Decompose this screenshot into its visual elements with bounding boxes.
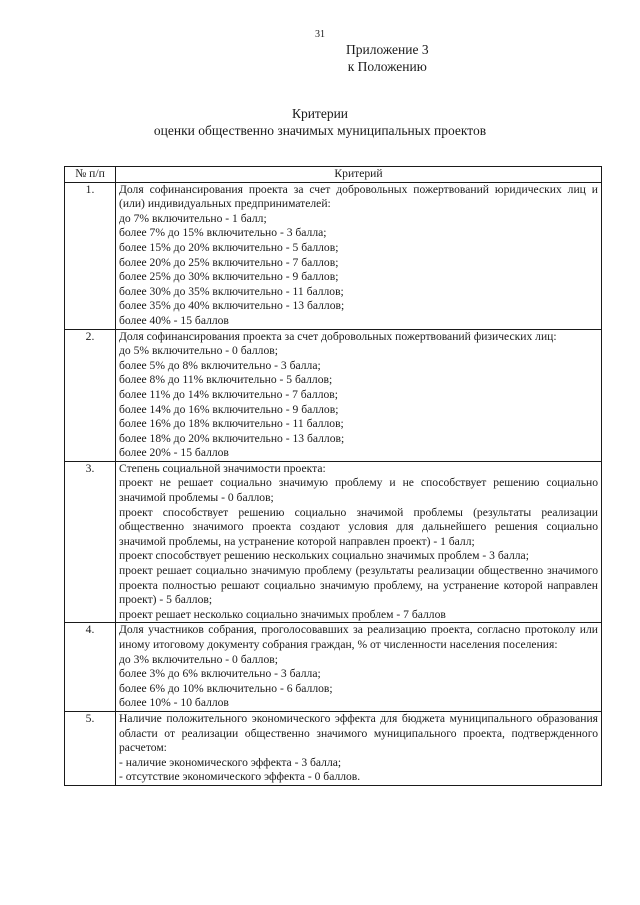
- page-number: 31: [315, 29, 325, 40]
- criterion-item: более 30% до 35% включительно - 11 баллов;: [119, 284, 344, 298]
- criterion-item: более 6% до 10% включительно - 6 баллов;: [119, 681, 333, 695]
- criterion-lead: Степень социальной значимости проекта:: [119, 461, 326, 475]
- criterion-item: более 3% до 6% включительно - 3 балла;: [119, 667, 321, 681]
- row-number: 2.: [65, 329, 116, 461]
- criterion-item: более 18% до 20% включительно - 13 баллов;: [119, 431, 345, 445]
- criterion-lead: Доля участников собрания, проголосовавших за реализацию проекта, согласно протоколу или иному итоговому документу собрания граждан, % от численности населения поселения:: [119, 623, 598, 651]
- table-row: [65, 711, 602, 785]
- appendix-reference: [346, 41, 429, 75]
- header-number: № п/п: [65, 167, 116, 183]
- criterion-cell: [116, 329, 602, 461]
- table-header-row: [65, 167, 602, 183]
- row-number: 1.: [65, 182, 116, 329]
- title-line-1: Критерии: [291, 106, 349, 121]
- criterion-cell: [116, 623, 602, 712]
- criterion-lead: Доля софинансирования проекта за счет добровольных пожертвований юридических лиц и (или) индивидуальных предпринимателей:: [119, 182, 598, 211]
- appendix-line-1: Приложение 3: [346, 42, 429, 57]
- criterion-item: более 11% до 14% включительно - 7 баллов;: [119, 387, 338, 401]
- criterion-item: более 16% до 18% включительно - 11 баллов;: [119, 417, 344, 431]
- criterion-item: - отсутствие экономического эффекта - 0 баллов.: [119, 770, 361, 784]
- criterion-item: до 3% включительно - 0 баллов;: [119, 652, 278, 666]
- appendix-line-2: к Положению: [347, 59, 427, 74]
- row-number: 3.: [65, 461, 116, 623]
- criterion-item: более 15% до 20% включительно - 5 баллов;: [119, 240, 339, 254]
- row-number: 4.: [65, 623, 116, 712]
- table-row: [65, 329, 602, 461]
- criterion-lead: Доля софинансирования проекта за счет добровольных пожертвований физических лиц:: [119, 329, 557, 343]
- criterion-item: более 14% до 16% включительно - 9 баллов;: [119, 402, 339, 416]
- criterion-item: проект не решает социально значимую проблему и не способствует решению социально значимой проблемы - 0 баллов;: [119, 476, 598, 505]
- table-row: [65, 623, 602, 712]
- criteria-table: [64, 166, 602, 786]
- criterion-item: более 20% до 25% включительно - 7 баллов;: [119, 255, 339, 269]
- criterion-item: более 20% - 15 баллов: [119, 446, 229, 460]
- criterion-item: проект решает несколько социально значимых проблем - 7 баллов: [119, 607, 446, 621]
- criterion-item: до 5% включительно - 0 баллов;: [119, 344, 278, 358]
- criterion-cell: [116, 711, 602, 785]
- title-line-2: оценки общественно значимых муниципальных проектов: [153, 123, 487, 138]
- criterion-item: проект способствует решению нескольких социально значимых проблем - 3 балла;: [119, 549, 529, 563]
- criterion-item: проект способствует решению социально значимой проблемы (результаты реализации общественно значимого проекта создают условия для дальнейшего решения социально значимой проблемы, на устранение которой направлен проект) - 1 балл;: [119, 505, 598, 548]
- criterion-item: более 35% до 40% включительно - 13 баллов;: [119, 299, 345, 313]
- criterion-item: более 10% - 10 баллов: [119, 696, 229, 710]
- criterion-item: - наличие экономического эффекта - 3 балла;: [119, 755, 342, 769]
- header-criterion: Критерий: [116, 167, 602, 183]
- criterion-lead: Наличие положительного экономического эффекта для бюджета муниципального образования области от реализации общественно значимого муниципального проекта, подтвержденного расчетом:: [119, 711, 598, 755]
- table-row: [65, 182, 602, 329]
- document-title: [0, 105, 640, 139]
- criterion-item: до 7% включительно - 1 балл;: [119, 211, 267, 225]
- row-number: 5.: [65, 711, 116, 785]
- criterion-cell: [116, 182, 602, 329]
- criterion-item: более 25% до 30% включительно - 9 баллов;: [119, 270, 339, 284]
- criterion-item: более 8% до 11% включительно - 5 баллов;: [119, 373, 333, 387]
- criterion-item: проект решает социально значимую проблему (результаты реализации общественно значимого проекта полностью решают социально значимую проблему, на устранение которой направлен проект) - 5 баллов;: [119, 564, 598, 607]
- criterion-item: более 7% до 15% включительно - 3 балла;: [119, 226, 327, 240]
- table-row: [65, 461, 602, 623]
- criterion-cell: [116, 461, 602, 623]
- criterion-item: более 5% до 8% включительно - 3 балла;: [119, 358, 321, 372]
- criterion-item: более 40% - 15 баллов: [119, 313, 229, 327]
